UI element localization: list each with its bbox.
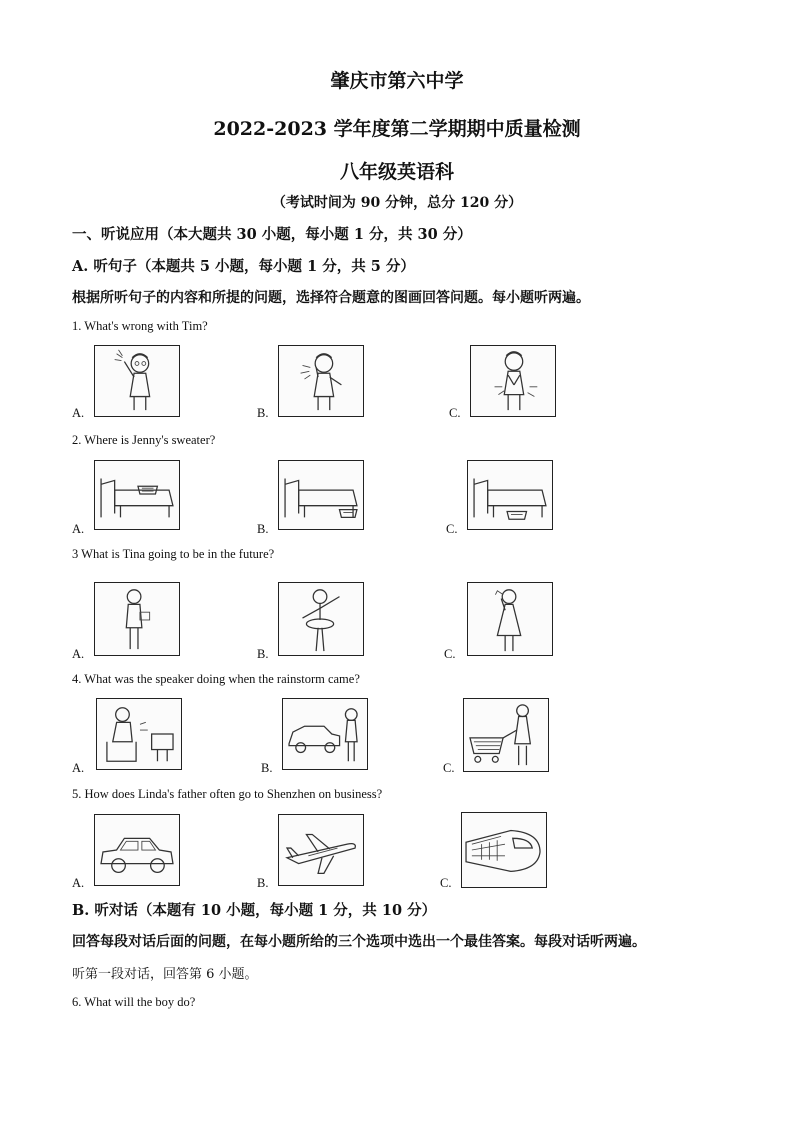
shopping-cart-image <box>463 698 549 772</box>
q5-option-c: C. <box>440 876 452 890</box>
part1-heading: 一、听说应用（本大题共 30 小题，每小题 1 分，共 30 分） <box>72 226 472 243</box>
teacher-image <box>94 582 180 656</box>
waiting-by-car-image <box>282 698 368 770</box>
q1-option-a: A. <box>72 406 85 420</box>
boy-toothache-image <box>278 345 364 417</box>
q1-option-c: C. <box>449 406 461 420</box>
watching-tv-image <box>96 698 182 770</box>
sectionB-heading: B. 听对话（本题有 10 小题，每小题 1 分，共 10 分） <box>72 902 437 919</box>
sweater-on-bed-image <box>94 460 180 530</box>
boy-headache-image <box>94 345 180 417</box>
question-1: 1. What's wrong with Tim? <box>72 319 208 333</box>
sectionA-instruction: 根据所听句子的内容和所提的问题，选择符合题意的图画回答问题。每小题听两遍。 <box>72 290 590 306</box>
q3-option-a: A. <box>72 647 85 661</box>
sweater-under-bed-image <box>278 460 364 530</box>
singer-image <box>467 582 553 656</box>
plane-image <box>278 814 364 886</box>
school-name: 肇庆市第六中学 <box>330 70 464 92</box>
q5-option-b: B. <box>257 876 269 890</box>
ballet-dancer-image <box>278 582 364 656</box>
car-image <box>94 814 180 886</box>
question-3: 3 What is Tina going to be in the future? <box>72 547 275 561</box>
q3-option-b: B. <box>257 647 269 661</box>
question-2: 2. Where is Jenny's sweater? <box>72 433 216 447</box>
q4-option-c: C. <box>443 761 455 775</box>
sectionB-instruction: 回答每段对话后面的问题，在每小题所给的三个选项中选出一个最佳答案。每段对话听两遍。 <box>72 934 646 950</box>
q5-option-a: A. <box>72 876 85 890</box>
q2-option-b: B. <box>257 522 269 536</box>
sweater-under-bed-right-image <box>467 460 553 530</box>
high-speed-train-image <box>461 812 547 888</box>
q2-option-c: C. <box>446 522 458 536</box>
q3-option-c: C. <box>444 647 456 661</box>
time-note: （考试时间为 90 分钟，总分 120 分） <box>271 195 523 211</box>
sectionA-heading: A. 听句子（本题共 5 小题，每小题 1 分，共 5 分） <box>72 258 415 275</box>
q4-option-b: B. <box>261 761 273 775</box>
question-6: 6. What will the boy do? <box>72 995 196 1009</box>
q4-option-a: A. <box>72 761 85 775</box>
sectionB-sub-instruction: 听第一段对话，回答第 6 小题。 <box>72 967 258 982</box>
boy-stomachache-image <box>470 345 556 417</box>
subject-title: 八年级英语科 <box>339 161 454 183</box>
q2-option-a: A. <box>72 522 85 536</box>
exam-title: 2022-2023 学年度第二学期期中质量检测 <box>213 118 581 140</box>
question-5: 5. How does Linda's father often go to Shenzhen on business? <box>72 787 383 801</box>
q1-option-b: B. <box>257 406 269 420</box>
question-4: 4. What was the speaker doing when the rainstorm came? <box>72 672 360 686</box>
